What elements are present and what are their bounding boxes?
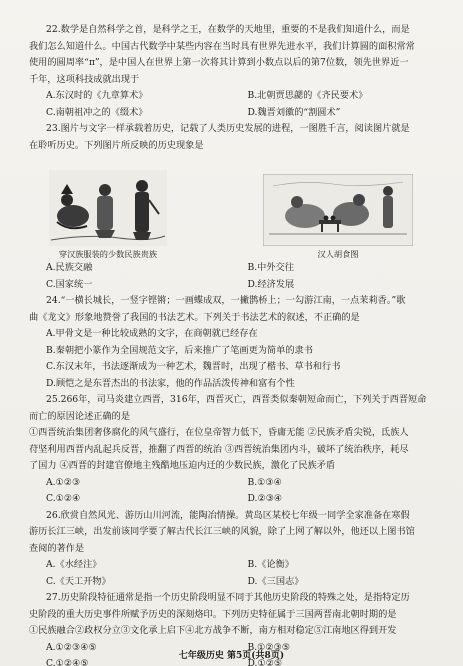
q25-option-a: A.①②③ (46, 476, 81, 488)
q23-option-d: D.经济发展 (247, 278, 295, 290)
q26-options-row-2 (29, 574, 449, 591)
q23-options-row-2 (29, 277, 449, 294)
q23-option-b: B.中外交往 (247, 262, 294, 273)
q22-stem-line-4: 千年，这项科技成就出现于 (29, 73, 140, 85)
q25-options-row-2 (29, 491, 449, 508)
q23-figures (29, 156, 449, 260)
q22-option-b: B.北朝贾思勰的《齐民要术》 (247, 90, 368, 101)
q22-option-a: A.东汉时的《九章算术》 (46, 90, 148, 101)
q26-stem-line-3: 查阅的著作是 (29, 542, 85, 554)
q25-options-row-1 (29, 475, 449, 492)
q26-options-row-1 (29, 557, 449, 574)
q25-stem-line-1: 25.266年，司马炎建立西晋，316年，西晋灭亡，西晋类似秦朝短命而亡，下列关于西晋短命 (46, 394, 427, 405)
q23-option-a: A.民族交融 (46, 262, 93, 273)
q24-stem-line-2: 曲《龙文》形象地赞誉了我国的书法艺术。下列关于书法艺术的叙述，不正确的是 (29, 311, 360, 323)
q26-stem-line-1: 26.欣赏自然风光、游历山川河流，能陶冶情操。黄岛区某校七年级一同学全家准备在寒假 (46, 509, 410, 521)
question-24 (29, 293, 449, 392)
question-22 (29, 22, 449, 121)
question-25 (29, 392, 449, 508)
q23-stem-line-2: 在聆听历史。下列图片所反映的历史现象是 (29, 139, 204, 151)
q27-stem-line-3: ①民族融合②政权分立③文化承上启下④北方战争不断，南方相对稳定⑤江南地区得到开发 (29, 625, 397, 636)
q22-options-row-1 (29, 88, 449, 105)
q25-stem-line-4: 苻坚利用西晋内乱起兵反晋，推翻了西晋的统治 ③西晋统治集团内斗，破坏了统治秩序，耗尽 (29, 443, 409, 455)
figure-left (49, 170, 167, 260)
q23-stem-line-1: 23.图片与文字一样承载着历史，记载了人类历史发展的进程，一图胜千言，阅读图片就是 (46, 123, 410, 134)
q23-option-c: C.国家统一 (46, 278, 93, 290)
q26-option-a: A.《水经注》 (46, 559, 102, 570)
q25-stem-line-2: 而亡的原因论述正确的是 (29, 410, 131, 422)
q22-option-d: D.魏晋刘徽的“割圆术” (247, 106, 341, 118)
q22-options-row-2 (29, 105, 449, 122)
question-26 (29, 508, 449, 591)
page-content (29, 22, 449, 666)
q22-stem-line-1: 22.数学是自然科学之首，是科学之王，在数学的天地里，重要的不是我们知道什么，而是 (46, 24, 410, 35)
page-footer: 七年级历史 第5页(共8页) (178, 651, 285, 661)
q26-option-c: C.《天工开物》 (46, 575, 111, 587)
q27-stem-line-2: 史阶段的重大历史事件所赋予历史的深刻烙印。下列历史特征属于三国两晋南北朝时期的是 (29, 608, 397, 620)
question-23 (29, 121, 449, 293)
q27-option-b: B.①②③⑤ (247, 641, 291, 653)
q23-options-row-1 (29, 260, 449, 277)
q25-stem-line-3: ①西晋统治集团奢侈腐化的风气盛行，在位皇帝智力低下，昏庸无能 ②民族矛盾尖锐，氐族人 (29, 427, 409, 438)
q26-stem-line-2: 游历长江三峡，出发前该同学要了解古代长江三峡的风貌，除了上网了解以外，他还以上图书馆 (29, 526, 415, 537)
q27-option-a: A.①②③④⑤ (46, 641, 97, 653)
q27-option-d: D.①②⑤ (247, 658, 283, 666)
q24-option-d: D.顾恺之是东晋杰出的书法家，他的作品活泼传神和富有个性 (46, 377, 295, 389)
q26-option-b: B.《论衡》 (247, 559, 294, 570)
q27-stem-line-1: 27.历史阶段特征通常是指一个历史阶段明显不同于其他历史阶段的特殊之处，是指特定历 (46, 592, 410, 603)
q24-option-c: C.东汉末年，书法逐渐成为一种艺术，魏晋时，出现了楷书、草书和行书 (46, 361, 341, 372)
q25-option-b: B.①③④ (247, 476, 282, 488)
q25-stem-line-5: 了国力 ④西晋的封建官僚地主残酷地压迫内迁的少数民族，激化了民族矛盾 (29, 460, 336, 471)
figure-right (263, 174, 413, 260)
q24-stem-line-1: 24.“一横长城长，一竖字铿锵；一画蝶成双，一撇鹊桥上；一勾游江南，一点茉莉香。”歌 (46, 295, 406, 306)
q26-option-d: D.《三国志》 (247, 575, 304, 587)
q22-option-c: C.南朝祖冲之的《缀术》 (46, 106, 148, 118)
q27-option-c: C.①②④⑤ (46, 658, 89, 666)
q24-option-b: B.秦朝把小篆作为全国规范文字，后来推广了笔画更为简单的隶书 (46, 344, 313, 356)
figure-right-caption: 汉人胡食图 (317, 249, 359, 259)
q22-stem-line-2: 我们怎么知道什么。中国古代数学中某些内容在当时具有世界先进水平，我们计算圆的面积常常 (29, 40, 415, 52)
han-hu-food-image (263, 174, 413, 246)
q25-option-c: C.①②④ (46, 493, 81, 504)
q24-option-a: A.甲骨文是一种比较成熟的文字，在商朝就已经存在 (46, 328, 258, 339)
q22-stem-line-3: 使用的圆周率“π”，是中国人在世界上第一次将其计算到小数点以后的第7位数，领先世界近一 (29, 57, 409, 68)
q25-option-d: D.②③④ (247, 493, 283, 504)
noble-figures-image (49, 170, 167, 246)
figure-left-caption: 穿汉族服装的少数民族贵族 (58, 249, 158, 259)
